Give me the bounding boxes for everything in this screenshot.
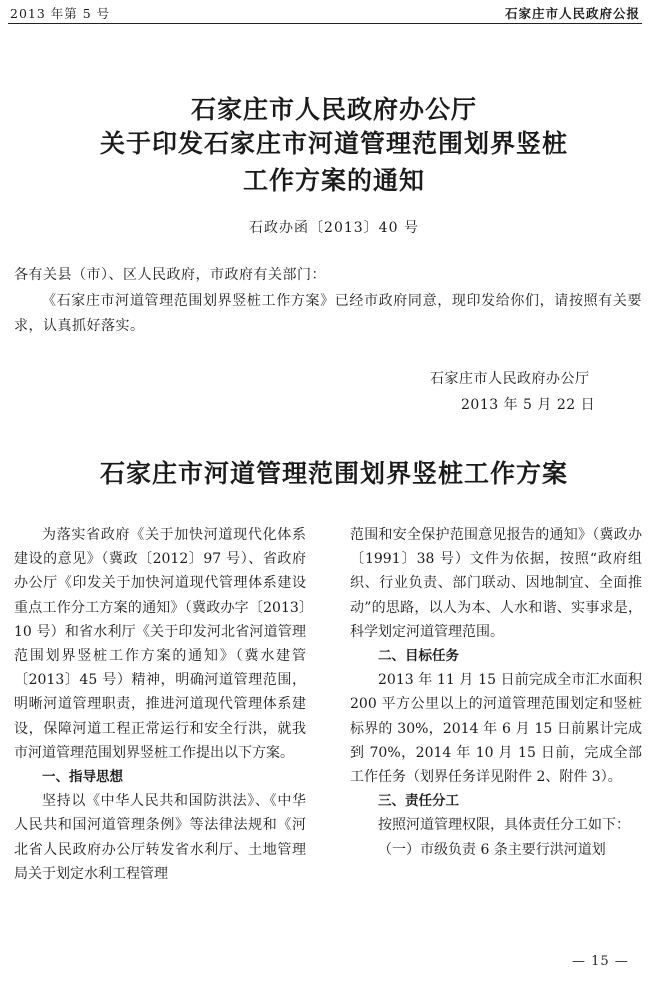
publication-name: 石家庄市人民政府公报	[504, 6, 640, 21]
notice-title-line-3: 工作方案的通知	[242, 166, 425, 195]
heading-responsibilities: 三、责任分工	[378, 793, 459, 810]
signature-date: 2013 年 5 月 22 日	[461, 397, 596, 413]
salutation: 各有关县（市）、区人民政府，市政府有关部门：	[14, 267, 326, 283]
issue-label: 2013 年第 5 号	[10, 6, 111, 21]
plan-title: 石家庄市河道管理范围划界竖桩工作方案	[99, 459, 568, 488]
notice-title-line-2: 关于印发石家庄市河道管理范围划界竖桩	[99, 129, 568, 158]
right-column	[350, 523, 642, 862]
paragraph-purpose: 为落实省政府《关于加快河道现代化体系建设的意见》（冀政〔2012〕97 号）、省政府办公厅《印发关于加快河道现代管理体系建设重点工作分工方案的通知》（冀政办字〔2013〕10 号）和省水利厅《关于印发河北省河道管理范围划界竖桩工作方案的通知》（冀水建管〔2013〕45 号）精神，明确河道管理范围，明晰河道管理职责，推进河道现代管理体系建设，保障河道工程正常运行和安全行洪，就我市河道管理范围划界竖桩工作提出以下方案。	[14, 527, 306, 761]
document-number: 石政办函〔2013〕40 号	[249, 220, 419, 236]
header-rule	[8, 23, 642, 24]
paragraph-guiding-ideology: 坚持以《中华人民共和国防洪法》、《中华人民共和国河道管理条例》等法律法规和《河北省人民政府办公厅转发省水利厅、土地管理局关于划定水利工程管理	[14, 793, 306, 882]
heading-guiding-ideology: 一、指导思想	[42, 769, 123, 786]
paragraph-guiding-ideology-continued: 范围和安全保护范围意见报告的通知》（冀政办〔1991〕38 号）文件为依据，按照“政府组织、行业负责、部门联动、因地制宜、全面推动”的思路，以人为本、人水和谐、实事求是，科学划定河道管理范围。	[350, 527, 642, 640]
signature-organization: 石家庄市人民政府办公厅	[430, 371, 590, 387]
page-number: — 15 —	[572, 954, 629, 969]
heading-objectives: 二、目标任务	[378, 648, 459, 665]
running-header	[0, 0, 668, 24]
paragraph-city-level: （一）市级负责 6 条主要行洪河道划	[378, 841, 606, 858]
paragraph-objectives: 2013 年 11 月 15 日前完成全市汇水面积 200 平方公里以上的河道管理范围划定和竖桩标界的 30%，2014 年 6 月 15 日前累计完成到 70%，2014 年 10 月 15 日前，完成全部工作任务（划界任务详见附件 2、附件 3）。	[350, 672, 642, 786]
left-column	[14, 523, 306, 886]
notice-title-line-1: 石家庄市人民政府办公厅	[190, 95, 477, 124]
notice-body: 《石家庄市河道管理范围划界竖桩工作方案》已经市政府同意，现印发给你们，请按照有关要求，认真抓好落实。	[14, 293, 642, 334]
paragraph-responsibilities: 按照河道管理权限，具体责任分工如下：	[378, 817, 630, 834]
